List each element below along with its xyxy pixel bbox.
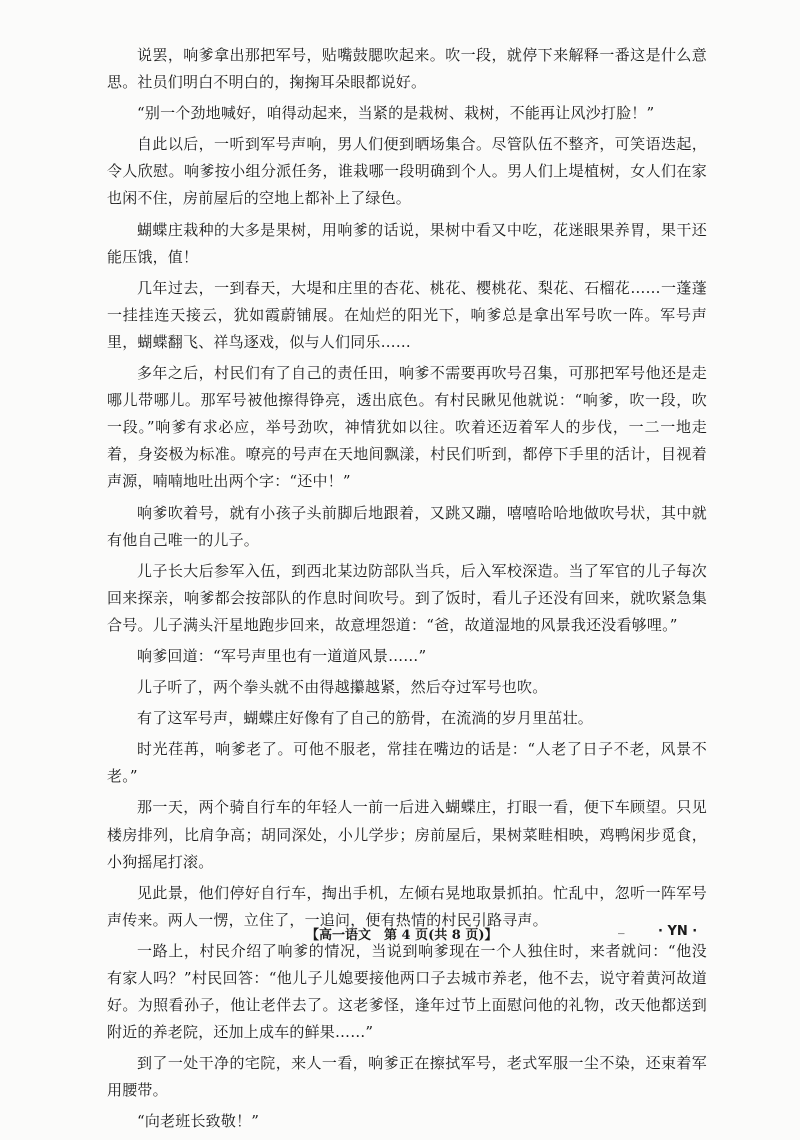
paragraph-16: 到了一处干净的宅院，来人一看，响爹正在擦拭军号，老式军服一尘不染，还束着军用腰带。 [107, 1054, 707, 1100]
paragraph-13: 那一天，两个骑自行车的年轻人一前一后进入蝴蝶庄，打眼一看，便下车顾望。只见楼房排列，比肩争高；胡同深处，小儿学步；房前屋后，果树菜畦相映，鸡鸭闲步觅食，小狗摇尾打滚。 [107, 798, 707, 871]
page-number-label: 【高一语文 第 4 页(共 8 页)】 [306, 928, 498, 943]
paragraph-3: 自此以后，一听到军号声响，男人们便到晒场集合。尽管队伍不整齐，可笑语迭起，令人欣慰。响爹按小组分派任务，谁栽哪一段明确到个人。男人们上堤植树，女人们在家也闲不住，房前屋后的空地上都补上了绿色。 [107, 135, 707, 208]
paragraph-10: 儿子听了，两个拳头就不由得越攥越紧，然后夺过军号也吹。 [137, 678, 548, 697]
paragraph-15: 一路上，村民介绍了响爹的情况，当说到响爹现在一个人独住时，来者就问：“他没有家人吗？”村民回答：“他儿子儿媳要接他两口子去城市养老，他不去，说守着黄河故道好。为照看孙子，他让老伴去了。这老爹怪，逢年过节上面慰问他的礼物，改天他都送到附近的养老院，还加上成车的鲜果……” [107, 941, 707, 1042]
paragraph-8: 儿子长大后参军入伍，到西北某边防部队当兵，后入军校深造。当了军官的儿子每次回来探亲，响爹都会按部队的作息时间吹号。到了饭时，看儿子还没有回来，就吹紧急集合号。儿子满头汗星地跑步回来，故意埋怨道：“爸，故道湿地的风景我还没看够哩。” [107, 561, 707, 634]
paragraph-12: 时光荏苒，响爹老了。可他不服老，常挂在嘴边的话是：“人老了日子不老，风景不老。” [107, 740, 707, 786]
paragraph-9: 响爹回道：“军号声里也有一道道风景……” [137, 646, 427, 665]
paragraph-14: 见此景，他们停好自行车，掏出手机，左倾右晃地取景抓拍。忙乱中，忽听一阵军号声传来。两人一愣，立住了，一追问，便有热情的村民引路寻声。 [107, 883, 707, 929]
paragraph-5: 几年过去，一到春天，大堤和庄里的杏花、桃花、樱桃花、梨花、石榴花……一蓬蓬一挂挂连天接云，犹如霞蔚铺展。在灿烂的阳光下，响爹总是拿出军号吹一阵。军号声里，蝴蝶翻飞、祥鸟逐戏，似与人们同乐…… [107, 278, 707, 351]
paragraph-6: 多年之后，村民们有了自己的责任田，响爹不需要再吹号召集，可那把军号他还是走哪儿带哪儿。那军号被他擦得铮亮，透出底色。有村民瞅见他就说：“响爹，吹一段，吹一段。”响爹有求必应，举号劲吹，神情犹如以往。吹着还迈着军人的步伐，一二一地走着，身姿极为标准。嘹亮的号声在天地间飘漾，村民们听到，都停下手里的活计，目视着声源，喃喃地吐出两个字：“还中！” [107, 364, 707, 491]
paragraph-17: “向老班长致敬！” [137, 1112, 260, 1131]
story-text-block [107, 42, 707, 1140]
paragraph-7: 响爹吹着号，就有小孩子头前脚后地跟着，又跳又蹦，嘻嘻哈哈地做吹号状，其中就有他自己唯一的儿子。 [107, 503, 707, 549]
paragraph-4: 蝴蝶庄栽种的大多是果树，用响爹的话说，果树中看又中吃，花迷眼果养胃，果干还能压饿，值！ [107, 220, 707, 266]
exam-code: · YN · [658, 924, 698, 939]
footer-dash: _ [618, 920, 625, 935]
paragraph-11: 有了这军号声，蝴蝶庄好像有了自己的筋骨，在流淌的岁月里茁壮。 [137, 709, 594, 728]
paragraph-1: 说罢，响爹拿出那把军号，贴嘴鼓腮吹起来。吹一段，就停下来解释一番这是什么意思。社员们明白不明白的，掬掬耳朵眼都说好。 [107, 46, 707, 92]
paragraph-2: “别一个劲地喊好，咱得动起来，当紧的是栽树、栽树，不能再让风沙打脸！” [137, 104, 655, 123]
page-footer [0, 920, 800, 944]
